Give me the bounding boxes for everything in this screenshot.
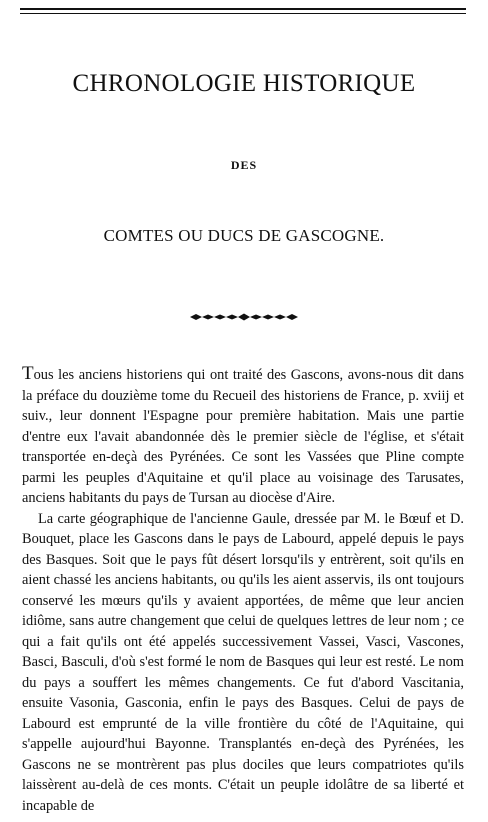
drop-cap: T	[22, 363, 34, 384]
page-title: CHRONOLOGIE HISTORIQUE	[72, 70, 416, 97]
body-text	[22, 364, 464, 816]
page-subtitle: COMTES OU DUCS DE GASCOGNE.	[103, 226, 385, 245]
paragraph-1-text: ous les anciens historiens qui ont traité des Gascons, avons-nous dit dans la préface du douzième tome du Recueil des historiens de France, p. xviij et suiv., leur donnent l'Espagne pour première habitation. Mais une partie d'entre eux l'avait abandonnée dès le premier siècle de l'église, et s'était transportée en-deçà des Pyrénées. Ce sont les Vassées que Pline compte parmi les peuples d'Aquitaine et qu'il place au voisinage des Tarusates, anciens habitants du pays de Tursan au diocèse d'Aire.	[22, 367, 464, 506]
title-connector: DES	[230, 158, 258, 172]
ornament-divider	[188, 309, 300, 327]
top-double-rule-thin	[20, 13, 466, 14]
top-double-rule	[20, 8, 466, 10]
paragraph-2: La carte géographique de l'ancienne Gaule, dressée par M. le Bœuf et D. Bouquet, place les Gascons dans le pays de Labourd, appelé depuis le pays des Basques. Soit que le pays fût désert lorsqu'ils y entrèrent, soit qu'ils en aient chassé les anciens habitants, ou qu'ils les aient asservis, ils ont toujours conservé les mœurs qu'ils y avaient apportées, de même que leur ancien idiôme, sans autre changement que celui de quelques lettres de leur nom ; ce qui a fait qu'ils ont été appelés successivement Vassei, Vasci, Vascones, Basci, Basculi, d'où s'est formé le nom de Basques qui leur est resté. Le nom du pays a souffert les mêmes changements. Ce fut d'abord Vascitania, ensuite Vasonia, Gasconia, enfin le pays des Basques. Celui de pays de Labourd est emprunté de la ville frontière du côté de l'Aquitaine, qui s'appelle aujourd'hui Bayonne. Transplantés en-deçà des Pyrénées, les Gascons ne se montrèrent pas plus dociles que leurs compatriotes qu'ils laissèrent au-delà de ces monts. C'était un peuple idolâtre de sa liberté et incapable de	[22, 510, 464, 814]
paragraph-1	[22, 364, 464, 509]
